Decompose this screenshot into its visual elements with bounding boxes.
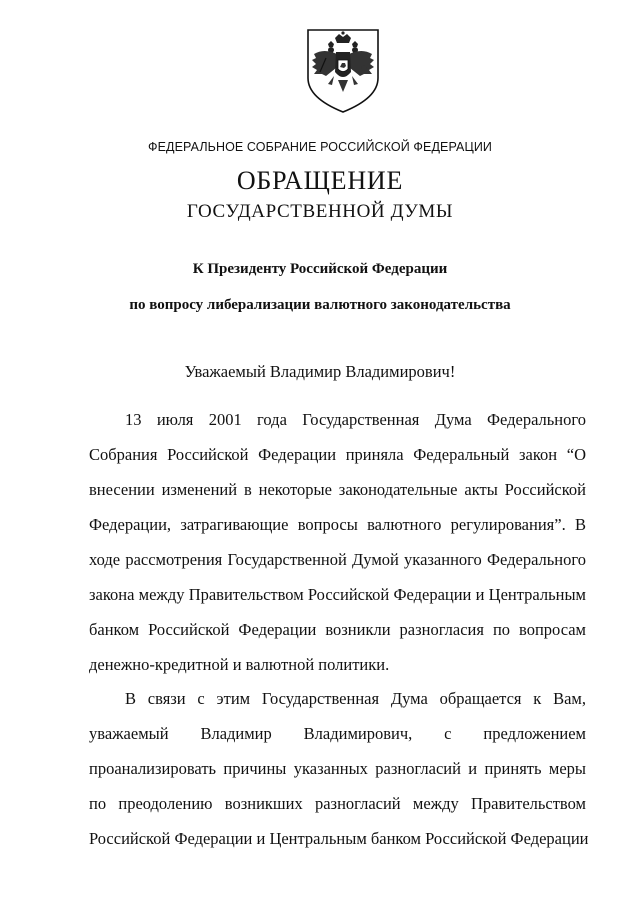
paragraph-line: банком Российской Федерации возникли разногласия по вопросам — [89, 620, 586, 639]
paragraph-line: 13 июля 2001 года Государственная Дума Федерального — [125, 410, 586, 429]
document-subtitle: ГОСУДАРСТВЕННОЙ ДУМЫ — [186, 201, 454, 222]
paragraph-line: Российской Федерации и Центральным банком Российской Федерации — [89, 829, 589, 848]
header-organization: ФЕДЕРАЛЬНОЕ СОБРАНИЕ РОССИЙСКОЙ ФЕДЕРАЦИИ — [147, 140, 493, 154]
paragraph-1 — [89, 402, 586, 682]
russian-coat-of-arms-icon — [304, 28, 382, 114]
paragraph-line: В связи с этим Государственная Дума обращается к Вам, — [125, 689, 586, 708]
paragraph-line: ходе рассмотрения Государственной Думой указанного Федерального — [89, 550, 586, 569]
paragraph-line: Собрания Российской Федерации приняла Федеральный закон “О — [89, 445, 586, 464]
salutation: Уважаемый Владимир Владимирович! — [184, 362, 456, 381]
paragraph-line: по преодолению возникших разногласий между Правительством — [89, 794, 586, 813]
paragraph-line: Федерации, затрагивающие вопросы валютного регулирования”. В — [89, 515, 586, 534]
document-title: ОБРАЩЕНИЕ — [236, 166, 404, 195]
paragraph-line: закона между Правительством Российской Федерации и Центральным — [89, 585, 586, 604]
subject-line: по вопросу либерализации валютного законодательства — [129, 297, 511, 313]
addressee-line: К Президенту Российской Федерации — [192, 261, 448, 277]
paragraph-line: проанализировать причины указанных разногласий и принять меры — [89, 759, 586, 778]
paragraph-line: уважаемый Владимир Владимирович, с предложением — [89, 724, 586, 743]
paragraph-line: внесении изменений в некоторые законодательные акты Российской — [89, 480, 586, 499]
paragraph-line: денежно-кредитной и валютной политики. — [89, 655, 390, 674]
paragraph-2 — [89, 681, 589, 856]
